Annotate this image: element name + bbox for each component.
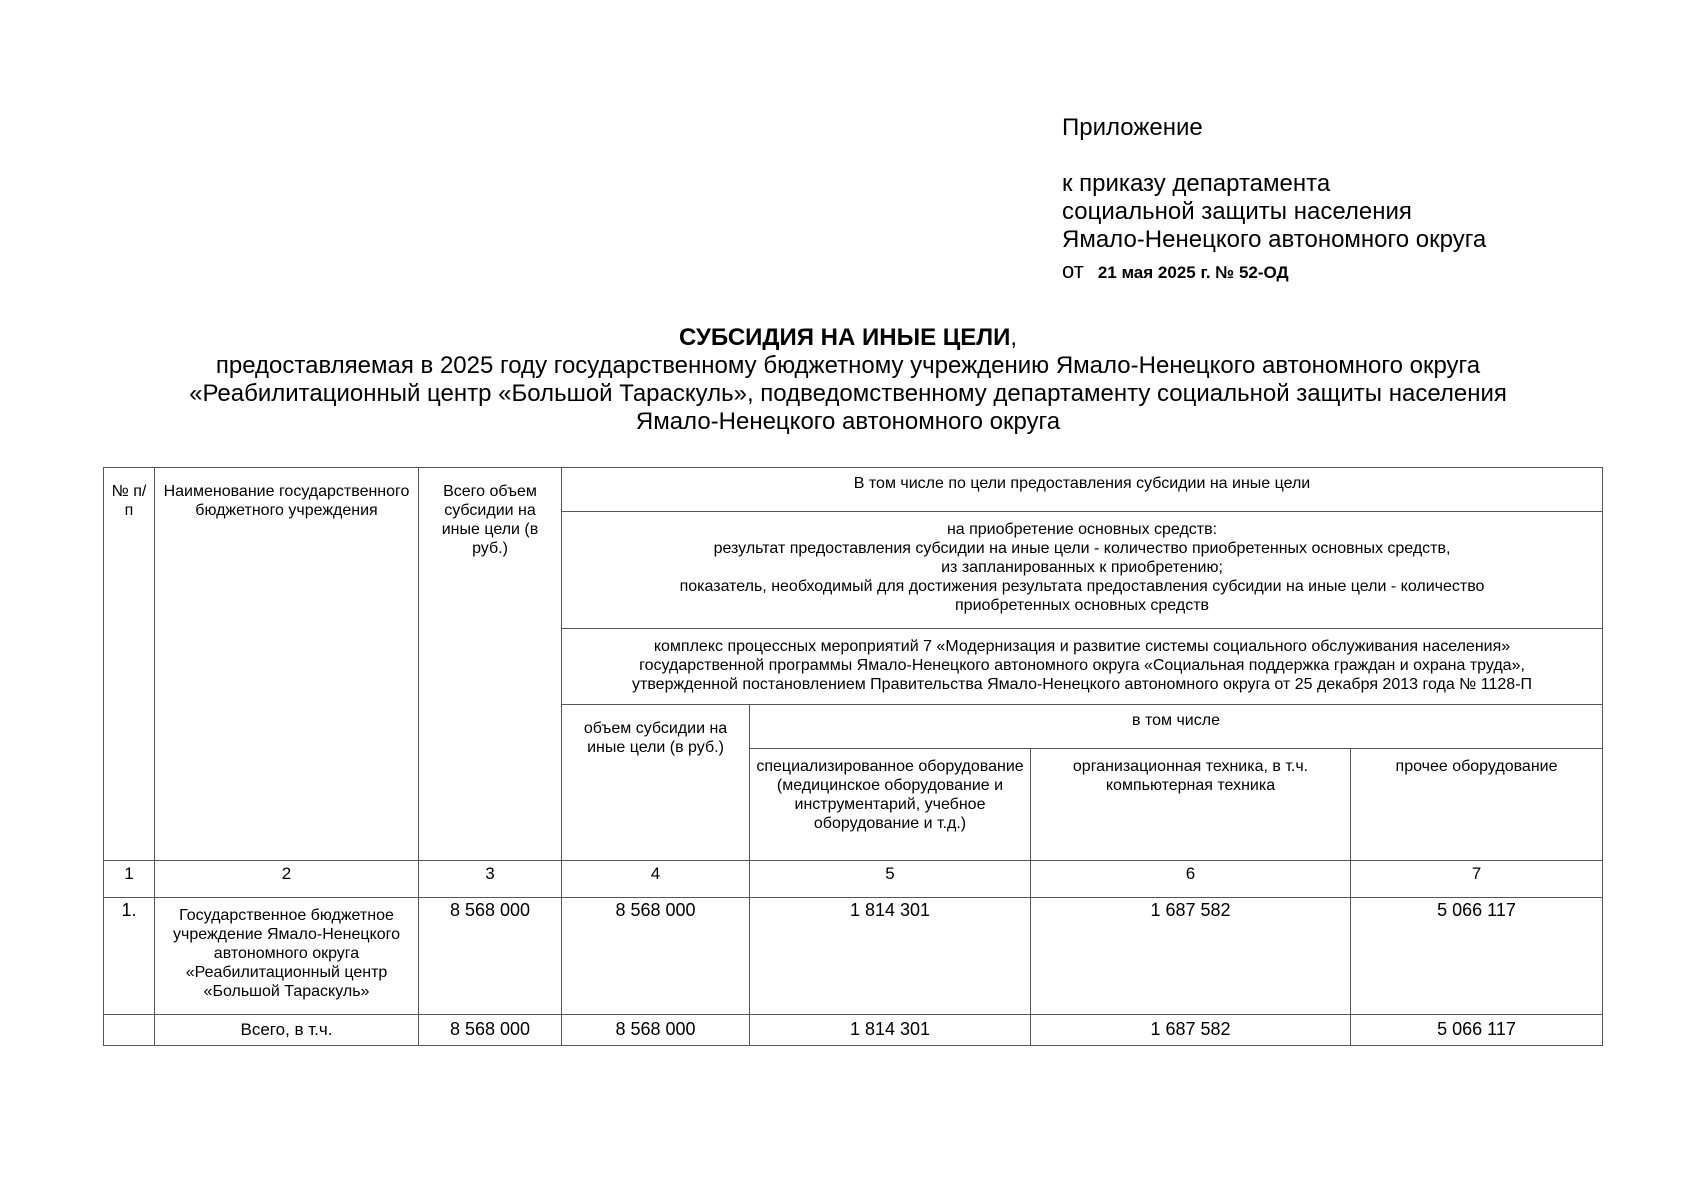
column-number: 5 <box>750 861 1031 898</box>
appendix-line: к приказу департамента <box>1062 170 1331 197</box>
column-number: 6 <box>1031 861 1351 898</box>
acquisition-line: из запланированных к приобретению; <box>941 559 1223 576</box>
total-row <box>104 1015 1603 1046</box>
heading-line: предоставляемая в 2025 году государственному бюджетному учреждению Ямало-Ненецкого автономного округа <box>215 352 1481 379</box>
column-number: 1 <box>104 861 155 898</box>
program-line: комплекс процессных мероприятий 7 «Модернизация и развитие системы социального обслуживания населения» <box>653 638 1511 655</box>
header-purpose: В том числе по цели предоставления субсидии на иные цели <box>562 468 1603 512</box>
column-number: 4 <box>562 861 750 898</box>
program-line: государственной программы Ямало-Ненецкого автономного округа «Социальная поддержка граждан и охрана труда», <box>639 657 1525 674</box>
header-including: в том числе <box>750 705 1603 749</box>
total-specialized: 1 814 301 <box>750 1015 1031 1046</box>
header-program <box>562 629 1603 705</box>
appendix-line: социальной защиты населения <box>1062 198 1412 225</box>
total-office-tech: 1 687 582 <box>1031 1015 1351 1046</box>
heading-main: СУБСИДИЯ НА ИНЫЕ ЦЕЛИ <box>678 324 1011 351</box>
row-number: 1. <box>104 898 155 1015</box>
header-specialized-equipment: специализированное оборудование (медицинское оборудование и инструментарий, учебное оборудование и т.д.) <box>750 749 1031 861</box>
total-volume: 8 568 000 <box>562 1015 750 1046</box>
row-other: 5 066 117 <box>1351 898 1603 1015</box>
total-other: 5 066 117 <box>1351 1015 1603 1046</box>
header-acquisition <box>562 512 1603 629</box>
header-total-volume: Всего объем субсидии на иные цели (в руб.) <box>419 468 562 861</box>
acquisition-line: результат предоставления субсидии на иные цели - количество приобретенных основных средств, <box>713 540 1451 557</box>
appendix-title: Приложение <box>1062 114 1203 141</box>
column-number: 3 <box>419 861 562 898</box>
row-volume: 8 568 000 <box>562 898 750 1015</box>
heading-main-suffix: , <box>1010 324 1018 351</box>
acquisition-line: на приобретение основных средств: <box>946 521 1218 538</box>
total-row-num-cell <box>104 1015 155 1046</box>
column-number-row <box>104 861 1603 898</box>
heading-main-line <box>60 324 1636 352</box>
total-total: 8 568 000 <box>419 1015 562 1046</box>
header-num: № п/п <box>104 468 155 861</box>
row-total: 8 568 000 <box>419 898 562 1015</box>
header-volume: объем субсидии на иные цели (в руб.) <box>562 705 750 861</box>
appendix-line: Ямало-Ненецкого автономного округа <box>1062 226 1487 253</box>
total-row-label: Всего, в т.ч. <box>155 1015 419 1046</box>
header-other-equipment: прочее оборудование <box>1351 749 1603 861</box>
column-number: 7 <box>1351 861 1603 898</box>
header-office-equipment: организационная техника, в т.ч. компьютерная техника <box>1031 749 1351 861</box>
order-date-number: 21 мая 2025 г. № 52-ОД <box>1097 263 1289 282</box>
row-office-tech: 1 687 582 <box>1031 898 1351 1015</box>
appendix-block <box>1062 114 1486 287</box>
acquisition-line: показатель, необходимый для достижения результата предоставления субсидии на иные цели - количество приобретенных основных средств <box>679 578 1485 614</box>
row-specialized: 1 814 301 <box>750 898 1031 1015</box>
order-date-row <box>1062 257 1486 287</box>
document-heading <box>60 324 1636 436</box>
heading-line: «Реабилитационный центр «Большой Тараскуль», подведомственному департаменту социальной защиты населения <box>189 380 1507 407</box>
program-line: утвержденной постановлением Правительства Ямало-Ненецкого автономного округа от 25 декабря 2013 года № 1128-П <box>632 676 1533 693</box>
header-institution-name: Наименование государственного бюджетного учреждения <box>155 468 419 861</box>
column-number: 2 <box>155 861 419 898</box>
heading-line: Ямало-Ненецкого автономного округа <box>635 408 1061 435</box>
table-row <box>104 898 1603 1015</box>
row-institution-name: Государственное бюджетное учреждение Ямало-Ненецкого автономного округа «Реабилитационный центр «Большой Тараскуль» <box>155 898 419 1015</box>
subsidy-table <box>103 467 1603 1046</box>
order-date-prefix: от <box>1062 258 1084 283</box>
